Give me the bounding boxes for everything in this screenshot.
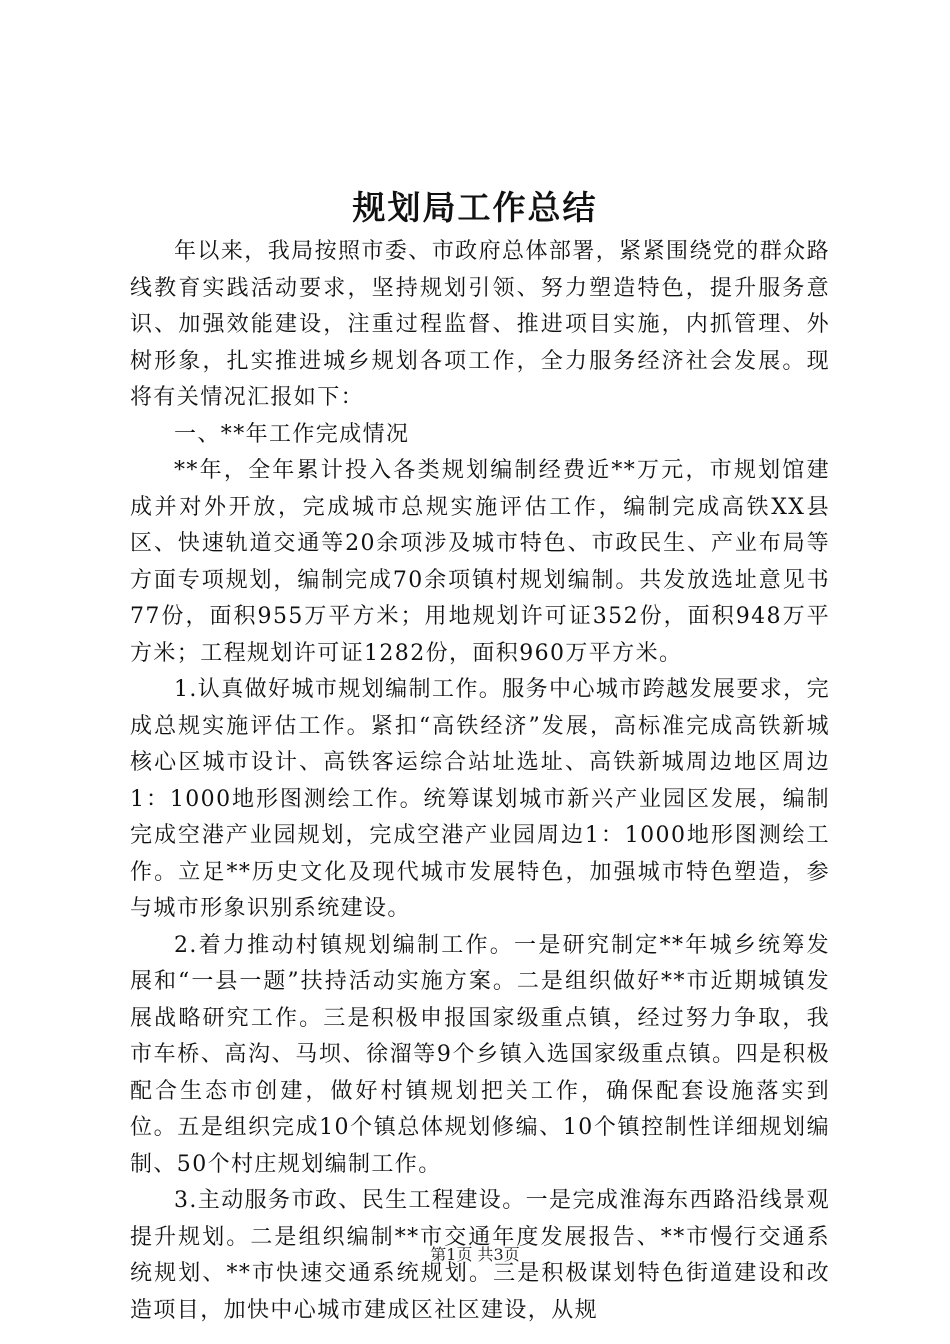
item-1-paragraph: 1.认真做好城市规划编制工作。服务中心城市跨越发展要求，完成总规实施评估工作。紧扣“高铁经济”发展，高标准完成高铁新城核心区城市设计、高铁客运综合站址选址、高铁新城周边地区周边1：1000地形图测绘工作。统筹谋划城市新兴产业园区发展，编制完成空港产业园规划，完成空港产业园周边1：1000地形图测绘工作。立足**历史文化及现代城市发展特色，加强城市特色塑造，参与城市形象识别系统建设。 <box>130 677 830 921</box>
document-title: 规划局工作总结 <box>352 188 598 227</box>
page-footer: 第1页 共3页 <box>430 1245 520 1264</box>
summary-paragraph: **年，全年累计投入各类规划编制经费近**万元，市规划馆建成并对外开放，完成城市总规实施评估工作，编制完成高铁XX县区、快速轨道交通等20余项涉及城市特色、市政民生、产业布局等方面专项规划，编制完成70余项镇村规划编制。共发放选址意见书77份，面积955万平方米；用地规划许可证352份，面积948万平方米；工程规划许可证1282份，面积960万平方米。 <box>130 458 830 666</box>
item-2-paragraph: 2.着力推动村镇规划编制工作。一是研究制定**年城乡统筹发展和“一县一题”扶持活动实施方案。二是组织做好**市近期城镇发展战略研究工作。三是积极申报国家级重点镇，经过努力争取，我市车桥、高沟、马坝、徐溜等9个乡镇入选国家级重点镇。四是积极配合生态市创建，做好村镇规划把关工作，确保配套设施落实到位。五是组织完成10个镇总体规划修编、10个镇控制性详细规划编制、50个村庄规划编制工作。 <box>130 932 830 1177</box>
intro-paragraph: 年以来，我局按照市委、市政府总体部署，紧紧围绕党的群众路线教育实践活动要求，坚持规划引领、努力塑造特色，提升服务意识、加强效能建设，注重过程监督、推进项目实施，内抓管理、外树形象，扎实推进城乡规划各项工作，全力服务经济社会发展。现将有关情况汇报如下： <box>130 239 830 410</box>
section-heading: 一、**年工作完成情况 <box>174 421 410 447</box>
document-body <box>130 234 830 1329</box>
item-3-paragraph: 3.主动服务市政、民生工程建设。一是完成淮海东西路沿线景观提升规划。二是组织编制**市交通年度发展报告、**市慢行交通系统规划、**市快速交通系统规划。三是积极谋划特色街道建设和改造项目，加快中心城市建成区社区建设，从规 <box>130 1188 830 1323</box>
